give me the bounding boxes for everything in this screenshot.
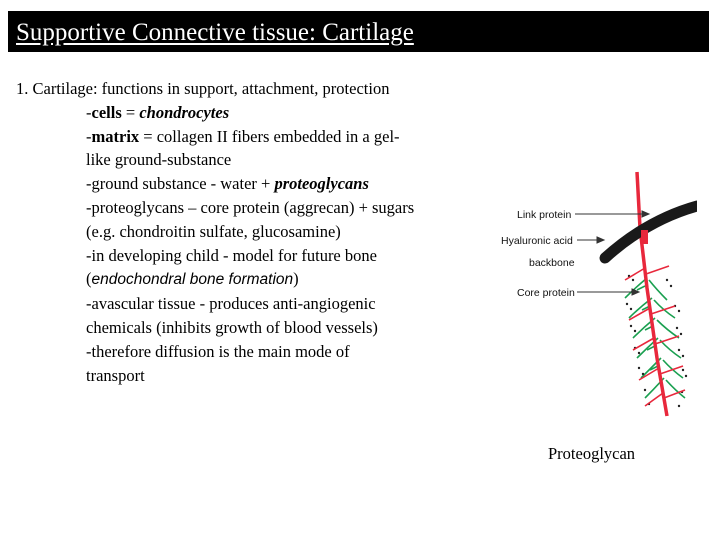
diffusion-line-2: transport [86,365,145,385]
matrix-cont-line: like ground-substance [86,150,232,170]
intro-line: 1. Cartilage: functions in support, attachment, protection [16,79,390,98]
avascular-line-1: -avascular tissue - produces anti-angiogenic [86,294,376,314]
proteoglycan-figure [497,168,697,420]
link-protein-block [641,230,648,244]
develop-close: ) [293,269,299,289]
figure-caption: Proteoglycan [548,444,636,463]
label-hyaluronic-acid: Hyaluronic acid [501,235,573,247]
avascular-line-2: chemicals (inhibits growth of blood vessels) [86,317,378,337]
label-core-protein: Core protein [517,287,575,299]
matrix-line [16,125,496,149]
matrix-term: matrix [91,126,140,146]
matrix-rest: = collagen II fibers embedded in a gel- [139,126,400,146]
slide-body [16,77,496,387]
matrix-prefix: - [86,126,92,146]
develop-line-2 [16,267,496,292]
proteoglycan-diagram [497,168,697,420]
develop-italic: endochondral bone formation [91,271,294,289]
keratan-dots [626,275,687,407]
label-link-protein: Link protein [517,209,572,221]
cells-value: chondrocytes [139,102,230,122]
cells-eq: = [121,102,140,122]
proteo-line-2: (e.g. chondroitin sulfate, glucosamine) [86,221,341,241]
slide-title-bar [8,11,709,52]
label-backbone: backbone [529,257,575,269]
slide-title: Supportive Connective tissue: Cartilage [16,19,414,46]
diffusion-line-1: -therefore diffusion is the main mode of [86,341,350,361]
cells-term: cells [91,102,122,122]
cells-prefix: - [86,102,92,122]
ground-line [16,172,496,196]
ground-value: proteoglycans [274,174,369,194]
cells-line [16,101,496,125]
ground-rest: -ground substance - water + [86,174,275,194]
develop-open: ( [86,269,92,289]
proteo-line-1: -proteoglycans – core protein (aggrecan) + sugars [86,197,415,217]
develop-line-1: -in developing child - model for future bone [86,245,377,265]
